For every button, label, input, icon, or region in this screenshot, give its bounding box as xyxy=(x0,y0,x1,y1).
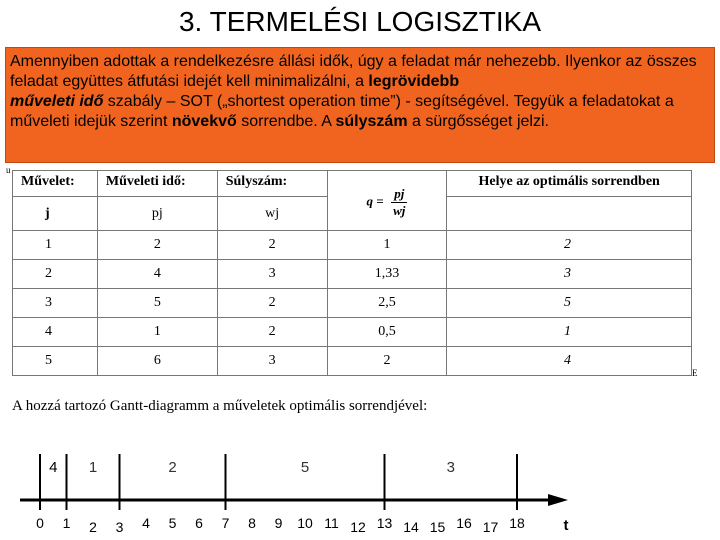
gantt-tick-label: 0 xyxy=(36,515,44,531)
header-optimal-position: Helye az optimális sorrendben xyxy=(447,171,692,197)
gantt-tick-label: 9 xyxy=(274,515,283,531)
corner-mark: u xyxy=(6,165,11,175)
slide-title: 3. TERMELÉSI LOGISZTIKA xyxy=(178,6,542,37)
gantt-tick-label: 10 xyxy=(297,515,313,531)
gantt-job-label: 2 xyxy=(168,459,177,476)
operations-table xyxy=(12,170,692,376)
intro-text-3: sorrendbe. A xyxy=(236,113,336,130)
cell-job: 1 xyxy=(13,231,98,260)
cell-job: 5 xyxy=(13,347,98,376)
gantt-job-label: 1 xyxy=(88,459,98,476)
cell-op-time: 5 xyxy=(97,289,217,318)
cell-weight: 2 xyxy=(217,231,327,260)
intro-bold-italic: műveleti idő xyxy=(10,93,104,110)
gantt-tick-label: 5 xyxy=(168,515,177,531)
table-row xyxy=(13,260,692,289)
time-axis-arrow xyxy=(548,494,568,506)
cell-weight: 2 xyxy=(217,318,327,347)
gantt-tick-label: 15 xyxy=(429,519,446,535)
subheader-wj: wj xyxy=(217,197,327,231)
cell-job: 4 xyxy=(13,318,98,347)
header-formula xyxy=(327,171,447,231)
intro-text-2: szabály – SOT („shortest operation time”) - segítségével. Tegyük a feladatokat a műveleti idejük szerint xyxy=(10,93,674,130)
subheader-pj: pj xyxy=(97,197,217,231)
cell-op-time: 6 xyxy=(97,347,217,376)
formula-denominator: wj xyxy=(393,202,406,218)
corner-mark-bottom: E xyxy=(692,368,698,378)
cell-job: 2 xyxy=(13,260,98,289)
cell-op-time: 4 xyxy=(97,260,217,289)
intro-text-1: Amennyiben adottak a rendelkezésre állási idők, úgy a feladat már nehezebb. Ilyenkor az összes feladat együttes átfutási idejét kell minimalizálni, a xyxy=(10,53,697,90)
info-box xyxy=(5,47,715,163)
gantt-job-label: 3 xyxy=(446,459,455,476)
cell-position: 1 xyxy=(447,318,692,347)
table-row xyxy=(13,231,692,260)
gantt-diagram xyxy=(0,440,720,540)
table-row xyxy=(13,347,692,376)
gantt-job-label: 4 xyxy=(49,459,58,476)
cell-ratio: 1,33 xyxy=(327,260,447,289)
cell-position: 4 xyxy=(447,347,692,376)
cell-position: 3 xyxy=(447,260,692,289)
gantt-tick-label: 12 xyxy=(350,519,366,535)
cell-ratio: 0,5 xyxy=(327,318,447,347)
cell-weight: 3 xyxy=(217,347,327,376)
gantt-tick-label: 8 xyxy=(248,515,256,531)
table-header-row xyxy=(13,171,692,197)
cell-job: 3 xyxy=(13,289,98,318)
intro-bold-1: legrövidebb xyxy=(368,73,460,90)
intro-bold-3: súlyszám xyxy=(335,113,408,130)
table-row xyxy=(13,318,692,347)
formula-numerator: pj xyxy=(391,186,407,203)
header-op-time: Műveleti idő: xyxy=(97,171,217,197)
gantt-tick-label: 11 xyxy=(324,515,339,531)
cell-ratio: 2 xyxy=(327,347,447,376)
gantt-axis-label: t xyxy=(563,517,569,534)
cell-weight: 3 xyxy=(217,260,327,289)
cell-ratio: 1 xyxy=(327,231,447,260)
gantt-tick-label: 16 xyxy=(456,515,472,531)
cell-op-time: 2 xyxy=(97,231,217,260)
formula-lhs: q = xyxy=(366,193,384,209)
subheader-empty xyxy=(447,197,692,231)
cell-op-time: 1 xyxy=(97,318,217,347)
table-row xyxy=(13,289,692,318)
gantt-tick-label: 2 xyxy=(89,519,97,535)
gantt-tick-label: 18 xyxy=(509,515,525,531)
header-weight: Súlyszám: xyxy=(217,171,327,197)
header-operation: Művelet: xyxy=(13,171,98,197)
gantt-caption: A hozzá tartozó Gantt-diagramm a műveletek optimális sorrendjével: xyxy=(12,398,428,414)
gantt-tick-label: 3 xyxy=(115,519,124,535)
gantt-tick-label: 13 xyxy=(376,515,393,531)
cell-weight: 2 xyxy=(217,289,327,318)
gantt-tick-label: 1 xyxy=(62,515,71,531)
subheader-j: j xyxy=(13,197,98,231)
cell-position: 2 xyxy=(447,231,692,260)
cell-ratio: 2,5 xyxy=(327,289,447,318)
gantt-tick-label: 7 xyxy=(221,515,230,531)
intro-text-4: a sürgősséget jelzi. xyxy=(407,113,549,130)
gantt-job-label: 5 xyxy=(300,459,310,476)
gantt-tick-label: 4 xyxy=(142,515,150,531)
intro-bold-2: növekvő xyxy=(171,113,237,130)
gantt-tick-label: 14 xyxy=(403,519,419,535)
gantt-tick-label: 6 xyxy=(195,515,203,531)
gantt-tick-label: 17 xyxy=(482,519,499,535)
cell-position: 5 xyxy=(447,289,692,318)
